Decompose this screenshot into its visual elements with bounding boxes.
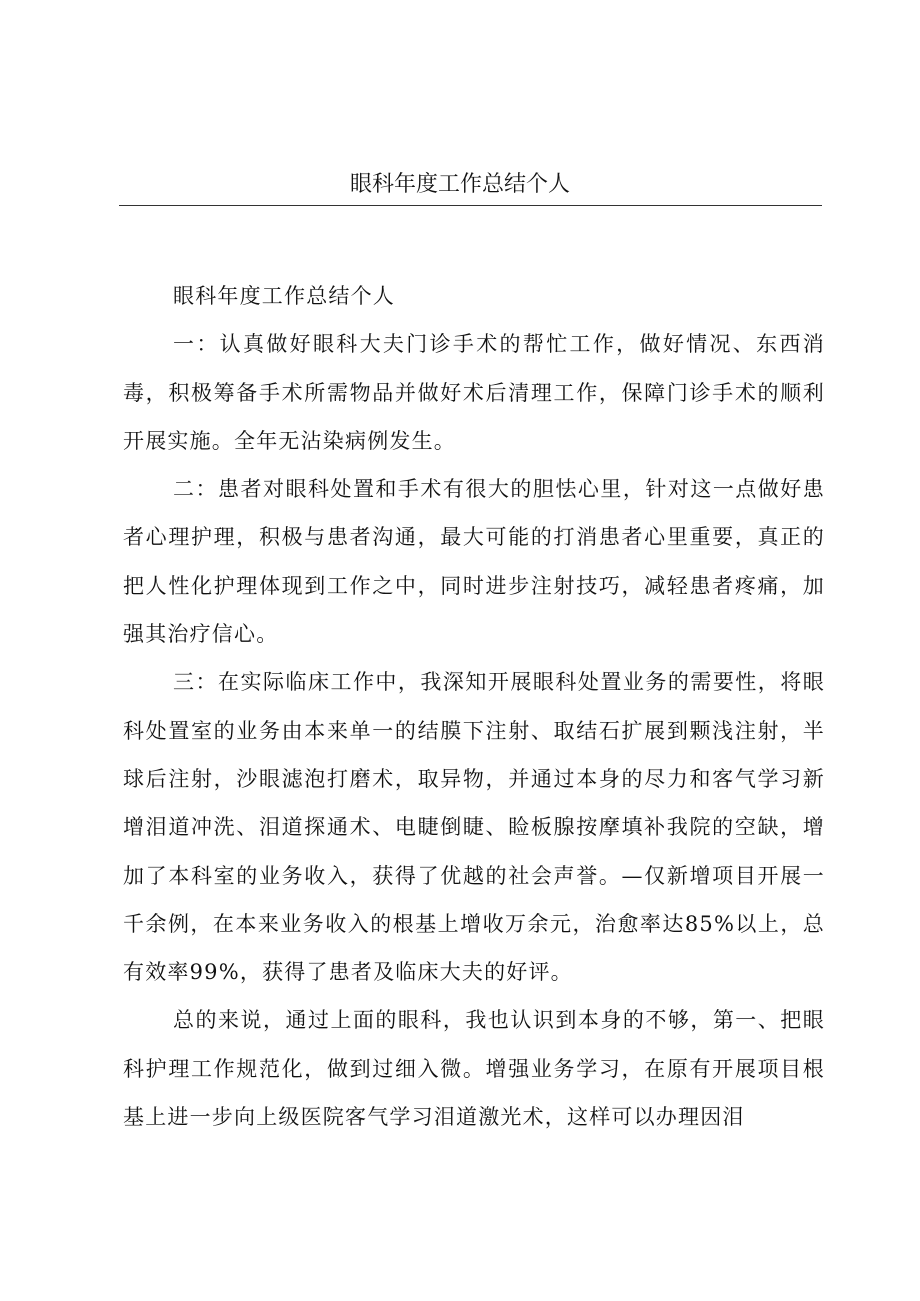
paragraph-1: 一：认真做好眼科大夫门诊手术的帮忙工作，做好情况、东西消毒，积极筹备手术所需物品并做好术后清理工作，保障门诊手术的顺利开展实施。全年无沾染病例发生。 xyxy=(123,332,825,453)
paragraph-2: 二：患者对眼科处置和手术有很大的胆怯心里，针对这一点做好患者心理护理，积极与患者沟通，最大可能的打消患者心里重要，真正的把人性化护理体现到工作之中，同时进步注射技巧，减轻患者疼痛，加强其治疗信心。 xyxy=(123,477,825,647)
paragraph-3: 三：在实际临床工作中，我深知开展眼科处置业务的需要性，将眼科处置室的业务由本来单一的结膜下注射、取结石扩展到颗浅注射，半球后注射，沙眼滤泡打磨术，取异物，并通过本身的尽力和客气学习新增泪道冲洗、泪道探通术、电睫倒睫、睑板腺按摩填补我院的空缺，增加了本科室的业务收入，获得了优越的社会声誉。—仅新增项目开展一千余例，在本来业务收入的根基上增收万余元，治愈率达85%以上，总有效率99%，获得了患者及临床大夫的好评。 xyxy=(123,670,825,985)
header-title: 眼科年度工作总结个人 xyxy=(349,172,570,197)
header-divider xyxy=(119,205,822,206)
paragraph-4: 总的来说，通过上面的眼科，我也认识到本身的不够，第一、把眼科护理工作规范化，做到过细入微。增强业务学习，在原有开展项目根基上进一步向上级医院客气学习泪道激光术，这样可以办理因泪 xyxy=(123,1008,825,1130)
document-body xyxy=(123,272,825,1141)
body-heading: 眼科年度工作总结个人 xyxy=(173,284,395,308)
